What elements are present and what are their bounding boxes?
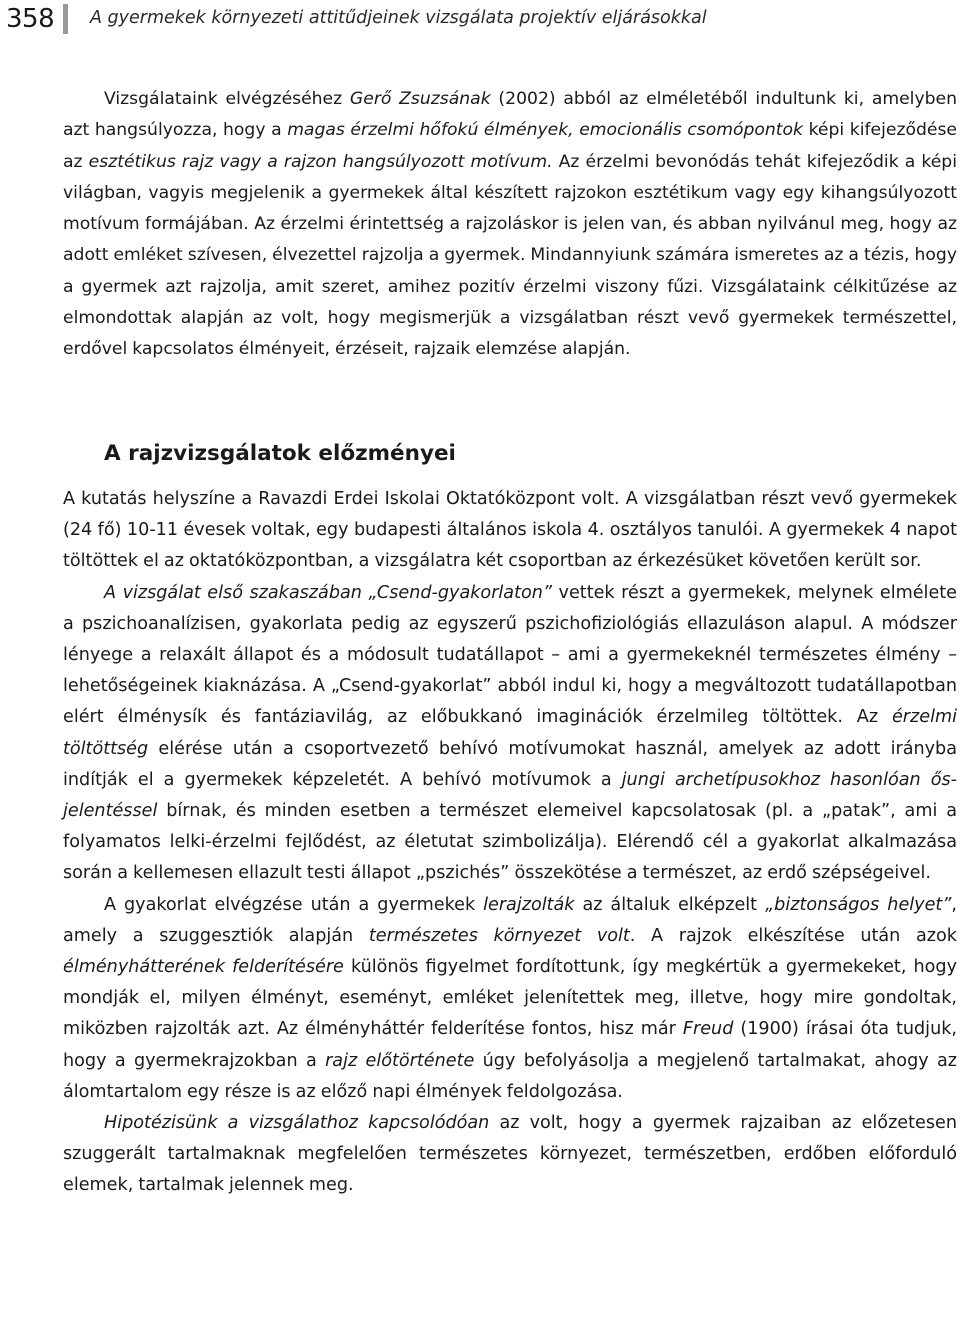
running-title: A gyermekek környezeti attitűdjeinek vizsgálata projektív eljárásokkal	[90, 8, 707, 28]
paragraph-hypothesis	[63, 1108, 957, 1202]
intro-paragraph	[63, 84, 957, 366]
text-run: (2002) abból az elméletéből indultunk ki, amelyben azt hangsúlyozza, hogy a	[63, 89, 957, 141]
page-header	[0, 0, 960, 44]
text-run: képi kifejeződése az	[63, 120, 957, 172]
text-run: . A rajzok elkészítése után azok	[629, 925, 957, 946]
emphasis: lerajzolták	[483, 894, 575, 915]
author-name: Freud	[682, 1019, 734, 1040]
emphasis: Hipotézisünk a vizsgálathoz kapcsolódóan	[104, 1113, 490, 1134]
text-run: vettek részt a gyermekek, melynek elmélete a pszichoanalízisen, gyakorlata pedig az egyszerű pszichofiziológiás ellazuláson alapul. A módszer lényege a relaxált állapot és a módosult tudatállapot – ami a gyermekeknél természetes élmény – lehetőségeinek kiaknázása. A „Csend-gyakorlat” abból indul ki, hogy a megváltozott tudatállapotban elért élménysík és fantáziavilág, az előbukkanó imaginációk érzelmileg töltöttek. Az	[63, 582, 957, 728]
paragraph-drawing	[63, 890, 957, 1108]
text-run: különös figyelmet fordítottunk, így megkértük a gyermekeket, hogy mondják el, milyen élményt, eseményt, emléket jelenítettek meg, illetve, hogy mire gondoltak, miközben rajzolták azt. Az élményháttér felderítése fontos, hisz már	[63, 957, 957, 1040]
intro-section	[63, 84, 957, 366]
emphasis: magas érzelmi hőfokú élmények, emocionális csomópontok	[287, 120, 803, 141]
text-run: bírnak, és minden esetben a természet elemeivel kapcsolatosak (pl. a „patak”, ami a folyamatos lelki-érzelmi fejlődést, az életutat szimbolizálja). Elérendő cél a gyakorlat alkalmazása során a kellemesen ellazult testi állapot „pszichés” összekötése a természet, az erdő szépségeivel.	[63, 801, 957, 884]
text-run: Az érzelmi bevonódás tehát kifejeződik a képi világban, vagyis megjelenik a gyermekek által készített rajzokon esztétikum vagy egy kihangsúlyozott motívum formájában. Az érzelmi érintettség a rajzoláskor is jelen van, és abban nyilvánul meg, hogy az adott emléket szívesen, élvezettel rajzolja a gyermek. Mindannyiunk számára ismeretes az a tézis, hogy a gyermek azt rajzolja, amit szeret, amihez pozitív érzelmi viszony fűzi. Vizsgálataink célkitűzése az elmondottak alapján az volt, hogy megismerjük a vizsgálatban részt vevő gyermekek természettel, erdővel kapcsolatos élményeit, érzéseit, rajzaik elemzése alapján.	[63, 151, 957, 360]
text-run: úgy befolyásolja a megjelenő tartalmakat, ahogy az álomtartalom egy része is az előző napi élmények feldolgozása.	[63, 1050, 957, 1102]
text-run: (1900) írásai óta tudjuk, hogy a gyermekrajzokban a	[63, 1019, 957, 1071]
section-heading: A rajzvizsgálatok előzményei	[104, 441, 456, 466]
emphasis: természetes környezet volt	[368, 925, 630, 946]
emphasis: élményhátterének felderítésére	[63, 957, 344, 978]
text-run: Vizsgálataink elvégzéséhez	[104, 89, 350, 109]
section-body	[63, 484, 957, 1202]
paragraph-method	[63, 578, 957, 890]
emphasis: A vizsgálat első szakaszában „Csend-gyakorlaton”	[104, 582, 553, 603]
emphasis: rajz előtörténete	[325, 1050, 475, 1071]
text-run: , amely a szuggesztiók alapján	[63, 894, 957, 946]
text-run: A gyakorlat elvégzése után a gyermekek	[104, 894, 484, 915]
emphasis: „biztonságos helyet”	[765, 894, 952, 915]
header-divider	[63, 4, 68, 34]
emphasis: esztétikus rajz vagy a rajzon hangsúlyozott motívum.	[88, 151, 553, 172]
page-number: 358	[6, 4, 55, 34]
text-run: elérése után a csoportvezető behívó motívumokat használ, amelyek az adott irányba indítják el a gyermekek képzeletét. A behívó motívumok a	[63, 738, 957, 790]
paragraph-location: A kutatás helyszíne a Ravazdi Erdei Iskolai Oktatóközpont volt. A vizsgálatban részt vevő gyermekek (24 fő) 10-11 évesek voltak, egy budapesti általános iskola 4. osztályos tanulói. A gyermekek 4 napot töltöttek el az oktatóközpontban, a vizsgálatra két csoportban az érkezésüket követően került sor.	[63, 489, 957, 572]
emphasis: érzelmi töltöttség	[63, 707, 957, 759]
author-name: Gerő Zsuzsának	[349, 89, 491, 109]
text-run: az volt, hogy a gyermek rajzaiban az előzetesen szuggerált tartalmaknak megfelelően természetes környezet, természetben, erdőben előforduló elemek, tartalmak jelennek meg.	[63, 1113, 957, 1196]
text-run: az általuk elképzelt	[574, 894, 766, 915]
emphasis: jungi archetípusokhoz hasonlóan ős-jelentéssel	[63, 769, 957, 822]
